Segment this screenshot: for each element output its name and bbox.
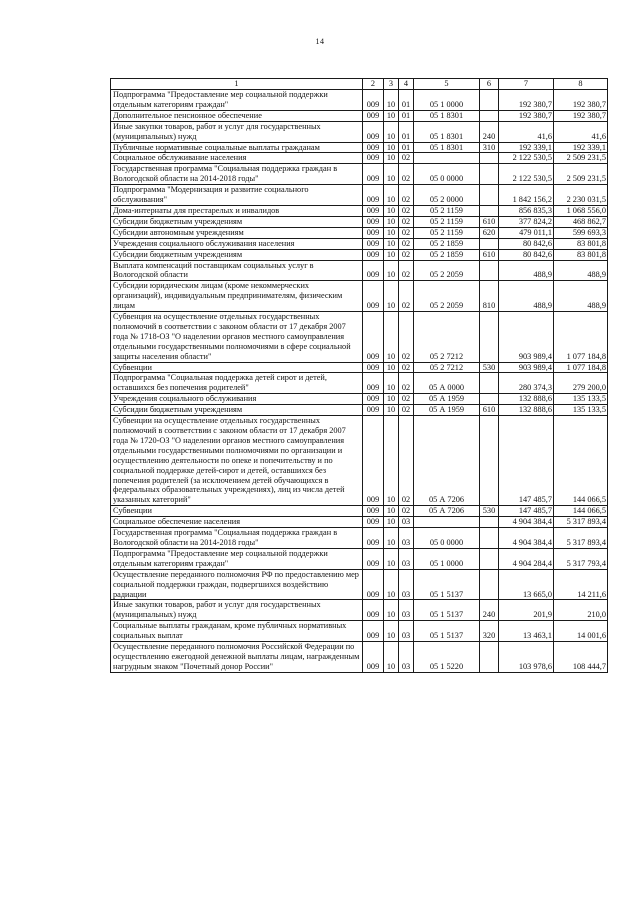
- table-header-row: [111, 79, 608, 90]
- row-admin-code: 009: [363, 394, 384, 405]
- row-expense-type-code: 240: [480, 600, 499, 621]
- row-subsection-code: 02: [399, 281, 414, 312]
- row-subsection-code: 02: [399, 164, 414, 185]
- row-admin-code: 009: [363, 281, 384, 312]
- row-amount-year-2: 1 077 184,8: [554, 312, 608, 363]
- row-amount-year-1: 903 989,4: [499, 312, 554, 363]
- row-admin-code: 009: [363, 260, 384, 281]
- row-name: Социальное обеспечение населения: [111, 517, 363, 528]
- table-row: [111, 642, 608, 673]
- table-row: [111, 362, 608, 373]
- row-amount-year-1: 488,9: [499, 260, 554, 281]
- row-section-code: 10: [384, 205, 399, 216]
- row-admin-code: 009: [363, 227, 384, 238]
- row-admin-code: 009: [363, 205, 384, 216]
- header-cell: 2: [363, 79, 384, 90]
- row-expense-type-code: 610: [480, 249, 499, 260]
- row-name: Социальные выплаты гражданам, кроме публичных нормативных социальных выплат: [111, 621, 363, 642]
- row-target-article-code: 05 1 5220: [414, 642, 480, 673]
- row-amount-year-2: 488,9: [554, 260, 608, 281]
- table-row: [111, 164, 608, 185]
- row-name: Учреждения социального обслуживания: [111, 394, 363, 405]
- row-subsection-code: 02: [399, 312, 414, 363]
- row-expense-type-code: 620: [480, 227, 499, 238]
- table-row: [111, 506, 608, 517]
- row-admin-code: 009: [363, 362, 384, 373]
- row-target-article-code: 05 А 7206: [414, 416, 480, 506]
- row-section-code: 10: [384, 216, 399, 227]
- row-amount-year-1: 856 835,3: [499, 205, 554, 216]
- row-section-code: 10: [384, 153, 399, 164]
- table-body: [111, 79, 608, 673]
- row-section-code: 10: [384, 405, 399, 416]
- row-subsection-code: 02: [399, 373, 414, 394]
- row-amount-year-2: 192 380,7: [554, 110, 608, 121]
- row-expense-type-code: [480, 569, 499, 600]
- table-row: [111, 281, 608, 312]
- row-amount-year-1: 192 380,7: [499, 110, 554, 121]
- row-expense-type-code: [480, 394, 499, 405]
- row-name: Субвенции: [111, 506, 363, 517]
- row-target-article-code: 05 1 0000: [414, 548, 480, 569]
- row-target-article-code: 05 А 1959: [414, 405, 480, 416]
- row-name: Учреждения социального обслуживания населения: [111, 238, 363, 249]
- row-expense-type-code: 320: [480, 621, 499, 642]
- row-subsection-code: 03: [399, 600, 414, 621]
- row-admin-code: 009: [363, 373, 384, 394]
- row-name: Субсидии бюджетным учреждениям: [111, 405, 363, 416]
- row-section-code: 10: [384, 600, 399, 621]
- row-subsection-code: 02: [399, 185, 414, 206]
- row-target-article-code: 05 0 0000: [414, 528, 480, 549]
- row-name: Подпрограмма "Предоставление мер социальной поддержки отдельным категориям граждан": [111, 90, 363, 111]
- table-row: [111, 416, 608, 506]
- row-target-article-code: 05 1 5137: [414, 569, 480, 600]
- row-section-code: 10: [384, 517, 399, 528]
- row-section-code: 10: [384, 642, 399, 673]
- row-section-code: 10: [384, 373, 399, 394]
- row-expense-type-code: [480, 312, 499, 363]
- row-expense-type-code: [480, 164, 499, 185]
- budget-table: [110, 78, 608, 673]
- row-amount-year-1: 132 888,6: [499, 394, 554, 405]
- row-name: Подпрограмма "Предоставление мер социальной поддержки отдельным категориям граждан": [111, 548, 363, 569]
- row-subsection-code: 03: [399, 548, 414, 569]
- row-admin-code: 009: [363, 110, 384, 121]
- row-amount-year-1: 80 842,6: [499, 249, 554, 260]
- table-row: [111, 517, 608, 528]
- table-row: [111, 185, 608, 206]
- row-subsection-code: 02: [399, 362, 414, 373]
- row-subsection-code: 02: [399, 205, 414, 216]
- row-subsection-code: 02: [399, 394, 414, 405]
- row-name: Публичные нормативные социальные выплаты гражданам: [111, 142, 363, 153]
- row-expense-type-code: 310: [480, 142, 499, 153]
- row-name: Выплата компенсаций поставщикам социальных услуг в Вологодской области: [111, 260, 363, 281]
- row-subsection-code: 01: [399, 90, 414, 111]
- row-name: Субвенции: [111, 362, 363, 373]
- header-cell: 4: [399, 79, 414, 90]
- row-amount-year-1: 1 842 156,2: [499, 185, 554, 206]
- row-subsection-code: 03: [399, 569, 414, 600]
- row-amount-year-2: 192 380,7: [554, 90, 608, 111]
- row-admin-code: 009: [363, 517, 384, 528]
- row-admin-code: 009: [363, 416, 384, 506]
- row-section-code: 10: [384, 110, 399, 121]
- row-target-article-code: 05 1 8301: [414, 121, 480, 142]
- row-amount-year-2: 83 801,8: [554, 238, 608, 249]
- row-name: Иные закупки товаров, работ и услуг для государственных (муниципальных) нужд: [111, 121, 363, 142]
- row-amount-year-2: 488,9: [554, 281, 608, 312]
- row-target-article-code: 05 2 1159: [414, 216, 480, 227]
- row-amount-year-2: 135 133,5: [554, 394, 608, 405]
- row-amount-year-2: 135 133,5: [554, 405, 608, 416]
- table-row: [111, 569, 608, 600]
- row-section-code: 10: [384, 121, 399, 142]
- row-amount-year-1: 2 122 530,5: [499, 164, 554, 185]
- row-name: Субсидии бюджетным учреждениям: [111, 216, 363, 227]
- row-amount-year-1: 201,9: [499, 600, 554, 621]
- row-name: Дома-интернаты для престарелых и инвалидов: [111, 205, 363, 216]
- header-cell: 1: [111, 79, 363, 90]
- row-admin-code: 009: [363, 569, 384, 600]
- row-section-code: 10: [384, 548, 399, 569]
- row-subsection-code: 02: [399, 216, 414, 227]
- row-subsection-code: 01: [399, 110, 414, 121]
- row-section-code: 10: [384, 362, 399, 373]
- row-subsection-code: 03: [399, 528, 414, 549]
- table-row: [111, 621, 608, 642]
- row-name: Субсидии автономным учреждениям: [111, 227, 363, 238]
- row-name: Осуществление переданного полномочия Российской Федерации по осуществлению ежегодной денежной выплаты лицам, награжденным нагрудным знаком "Почетный донор России": [111, 642, 363, 673]
- row-section-code: 10: [384, 506, 399, 517]
- row-expense-type-code: [480, 153, 499, 164]
- row-section-code: 10: [384, 142, 399, 153]
- row-subsection-code: 03: [399, 642, 414, 673]
- table-row: [111, 216, 608, 227]
- row-admin-code: 009: [363, 600, 384, 621]
- row-subsection-code: 02: [399, 249, 414, 260]
- row-name: Субвенции на осуществление отдельных государственных полномочий в соответствии с законом области от 17 декабря 2007 года № 1720-ОЗ "О наделении органов местного самоуправления отдельными государственными полномочиями по организации и осуществлению деятельности по опеке и попечительству и по социальной поддержке детей-сирот и детей, оставшихся без попечения родителей (за исключением детей обучающихся в федеральных образовательных учреждениях), лиц из числа детей указанных категорий": [111, 416, 363, 506]
- row-subsection-code: 01: [399, 121, 414, 142]
- row-target-article-code: [414, 153, 480, 164]
- page-number: 14: [315, 37, 325, 46]
- row-target-article-code: 05 2 1159: [414, 227, 480, 238]
- row-amount-year-2: 5 317 893,4: [554, 517, 608, 528]
- row-expense-type-code: 240: [480, 121, 499, 142]
- row-expense-type-code: 810: [480, 281, 499, 312]
- row-expense-type-code: 530: [480, 362, 499, 373]
- row-amount-year-2: 2 509 231,5: [554, 164, 608, 185]
- row-admin-code: 009: [363, 528, 384, 549]
- row-name: Осуществление переданного полномочия РФ по предоставлению мер социальной поддержки граждан, подвергшихся воздействию радиации: [111, 569, 363, 600]
- row-name: Социальное обслуживание населения: [111, 153, 363, 164]
- row-expense-type-code: [480, 528, 499, 549]
- row-name: Государственная программа "Социальная поддержка граждан в Вологодской области на 2014-2018 годы": [111, 164, 363, 185]
- row-amount-year-2: 108 444,7: [554, 642, 608, 673]
- row-amount-year-2: 41,6: [554, 121, 608, 142]
- row-amount-year-2: 14 211,6: [554, 569, 608, 600]
- row-expense-type-code: [480, 90, 499, 111]
- header-cell: 5: [414, 79, 480, 90]
- row-admin-code: 009: [363, 153, 384, 164]
- row-target-article-code: [414, 517, 480, 528]
- row-target-article-code: 05 1 0000: [414, 90, 480, 111]
- row-section-code: 10: [384, 394, 399, 405]
- row-expense-type-code: 610: [480, 216, 499, 227]
- row-admin-code: 009: [363, 548, 384, 569]
- row-amount-year-2: 5 317 793,4: [554, 548, 608, 569]
- row-amount-year-2: 210,0: [554, 600, 608, 621]
- row-section-code: 10: [384, 569, 399, 600]
- row-amount-year-1: 192 339,1: [499, 142, 554, 153]
- table-row: [111, 110, 608, 121]
- row-expense-type-code: 610: [480, 405, 499, 416]
- row-amount-year-1: 2 122 530,5: [499, 153, 554, 164]
- row-amount-year-1: 903 989,4: [499, 362, 554, 373]
- row-amount-year-2: 2 509 231,5: [554, 153, 608, 164]
- row-admin-code: 009: [363, 642, 384, 673]
- row-section-code: 10: [384, 281, 399, 312]
- table-row: [111, 373, 608, 394]
- row-amount-year-1: 147 485,7: [499, 506, 554, 517]
- row-section-code: 10: [384, 312, 399, 363]
- row-amount-year-1: 13 463,1: [499, 621, 554, 642]
- row-amount-year-2: 83 801,8: [554, 249, 608, 260]
- row-amount-year-1: 280 374,3: [499, 373, 554, 394]
- row-target-article-code: 05 1 5137: [414, 621, 480, 642]
- row-target-article-code: 05 2 0000: [414, 185, 480, 206]
- row-target-article-code: 05 А 0000: [414, 373, 480, 394]
- row-admin-code: 009: [363, 506, 384, 517]
- row-target-article-code: 05 1 8301: [414, 142, 480, 153]
- row-amount-year-1: 132 888,6: [499, 405, 554, 416]
- row-subsection-code: 02: [399, 227, 414, 238]
- row-target-article-code: 05 А 7206: [414, 506, 480, 517]
- row-section-code: 10: [384, 416, 399, 506]
- row-section-code: 10: [384, 227, 399, 238]
- row-target-article-code: 05 2 7212: [414, 312, 480, 363]
- row-admin-code: 009: [363, 405, 384, 416]
- row-amount-year-1: 377 824,2: [499, 216, 554, 227]
- row-target-article-code: 05 2 7212: [414, 362, 480, 373]
- row-amount-year-1: 80 842,6: [499, 238, 554, 249]
- row-admin-code: 009: [363, 142, 384, 153]
- row-amount-year-1: 13 665,0: [499, 569, 554, 600]
- row-admin-code: 009: [363, 185, 384, 206]
- row-amount-year-2: 144 066,5: [554, 506, 608, 517]
- row-target-article-code: 05 2 1859: [414, 238, 480, 249]
- row-target-article-code: 05 1 8301: [414, 110, 480, 121]
- row-amount-year-2: 468 862,7: [554, 216, 608, 227]
- row-subsection-code: 02: [399, 153, 414, 164]
- row-target-article-code: 05 2 1159: [414, 205, 480, 216]
- row-target-article-code: 05 0 0000: [414, 164, 480, 185]
- header-cell: 3: [384, 79, 399, 90]
- row-amount-year-2: 5 317 893,4: [554, 528, 608, 549]
- row-subsection-code: 02: [399, 238, 414, 249]
- row-amount-year-2: 192 339,1: [554, 142, 608, 153]
- row-section-code: 10: [384, 528, 399, 549]
- row-amount-year-1: 479 011,1: [499, 227, 554, 238]
- table-row: [111, 90, 608, 111]
- row-target-article-code: 05 1 5137: [414, 600, 480, 621]
- row-section-code: 10: [384, 90, 399, 111]
- row-amount-year-1: 4 904 284,4: [499, 548, 554, 569]
- row-expense-type-code: [480, 373, 499, 394]
- row-amount-year-2: 1 077 184,8: [554, 362, 608, 373]
- row-amount-year-2: 144 066,5: [554, 416, 608, 506]
- table-row: [111, 142, 608, 153]
- row-admin-code: 009: [363, 312, 384, 363]
- row-section-code: 10: [384, 164, 399, 185]
- row-expense-type-code: [480, 238, 499, 249]
- row-amount-year-2: 2 230 031,5: [554, 185, 608, 206]
- table-row: [111, 238, 608, 249]
- table-row: [111, 249, 608, 260]
- row-target-article-code: 05 А 1959: [414, 394, 480, 405]
- row-subsection-code: 01: [399, 142, 414, 153]
- row-target-article-code: 05 2 2059: [414, 260, 480, 281]
- row-name: Субсидии юридическим лицам (кроме некоммерческих организаций), индивидуальным предпринимателям, физическим лицам: [111, 281, 363, 312]
- row-amount-year-2: 1 068 556,0: [554, 205, 608, 216]
- header-cell: 6: [480, 79, 499, 90]
- row-admin-code: 009: [363, 621, 384, 642]
- row-subsection-code: 02: [399, 506, 414, 517]
- row-expense-type-code: [480, 416, 499, 506]
- table-row: [111, 405, 608, 416]
- header-cell: 8: [554, 79, 608, 90]
- header-cell: 7: [499, 79, 554, 90]
- table-row: [111, 312, 608, 363]
- table-row: [111, 153, 608, 164]
- row-expense-type-code: [480, 517, 499, 528]
- row-name: Субвенция на осуществление отдельных государственных полномочий в соответствии с законом области от 17 декабря 2007 года № 1718-ОЗ "О наделении органов местного самоуправления отдельными государственными полномочиями в сфере социальной защиты населения области": [111, 312, 363, 363]
- row-target-article-code: 05 2 1859: [414, 249, 480, 260]
- row-amount-year-1: 41,6: [499, 121, 554, 142]
- row-amount-year-1: 488,9: [499, 281, 554, 312]
- row-admin-code: 009: [363, 90, 384, 111]
- row-subsection-code: 03: [399, 621, 414, 642]
- row-name: Подпрограмма "Модернизация и развитие социального обслуживания": [111, 185, 363, 206]
- row-amount-year-1: 147 485,7: [499, 416, 554, 506]
- table-row: [111, 121, 608, 142]
- row-admin-code: 009: [363, 249, 384, 260]
- row-name: Подпрограмма "Социальная поддержка детей сирот и детей, оставшихся без попечения родителей": [111, 373, 363, 394]
- table-row: [111, 548, 608, 569]
- row-section-code: 10: [384, 260, 399, 281]
- row-admin-code: 009: [363, 121, 384, 142]
- row-name: Субсидии бюджетным учреждениям: [111, 249, 363, 260]
- row-expense-type-code: [480, 548, 499, 569]
- row-subsection-code: 02: [399, 416, 414, 506]
- table-row: [111, 205, 608, 216]
- row-name: Государственная программа "Социальная поддержка граждан в Вологодской области на 2014-2018 годы": [111, 528, 363, 549]
- row-expense-type-code: [480, 260, 499, 281]
- row-expense-type-code: [480, 205, 499, 216]
- row-admin-code: 009: [363, 238, 384, 249]
- row-section-code: 10: [384, 249, 399, 260]
- row-amount-year-2: 279 200,0: [554, 373, 608, 394]
- row-amount-year-1: 4 904 384,4: [499, 517, 554, 528]
- table-row: [111, 394, 608, 405]
- table-row: [111, 600, 608, 621]
- row-target-article-code: 05 2 2059: [414, 281, 480, 312]
- row-admin-code: 009: [363, 216, 384, 227]
- row-subsection-code: 03: [399, 517, 414, 528]
- row-section-code: 10: [384, 621, 399, 642]
- table-row: [111, 227, 608, 238]
- row-expense-type-code: [480, 110, 499, 121]
- row-subsection-code: 02: [399, 405, 414, 416]
- row-amount-year-1: 4 904 384,4: [499, 528, 554, 549]
- table-row: [111, 528, 608, 549]
- row-name: Иные закупки товаров, работ и услуг для государственных (муниципальных) нужд: [111, 600, 363, 621]
- row-amount-year-1: 103 978,6: [499, 642, 554, 673]
- row-expense-type-code: [480, 642, 499, 673]
- table-row: [111, 260, 608, 281]
- row-section-code: 10: [384, 238, 399, 249]
- row-name: Дополнительное пенсионное обеспечение: [111, 110, 363, 121]
- row-subsection-code: 02: [399, 260, 414, 281]
- row-expense-type-code: [480, 185, 499, 206]
- row-admin-code: 009: [363, 164, 384, 185]
- row-section-code: 10: [384, 185, 399, 206]
- row-amount-year-2: 14 001,6: [554, 621, 608, 642]
- row-amount-year-2: 599 693,3: [554, 227, 608, 238]
- row-amount-year-1: 192 380,7: [499, 90, 554, 111]
- row-expense-type-code: 530: [480, 506, 499, 517]
